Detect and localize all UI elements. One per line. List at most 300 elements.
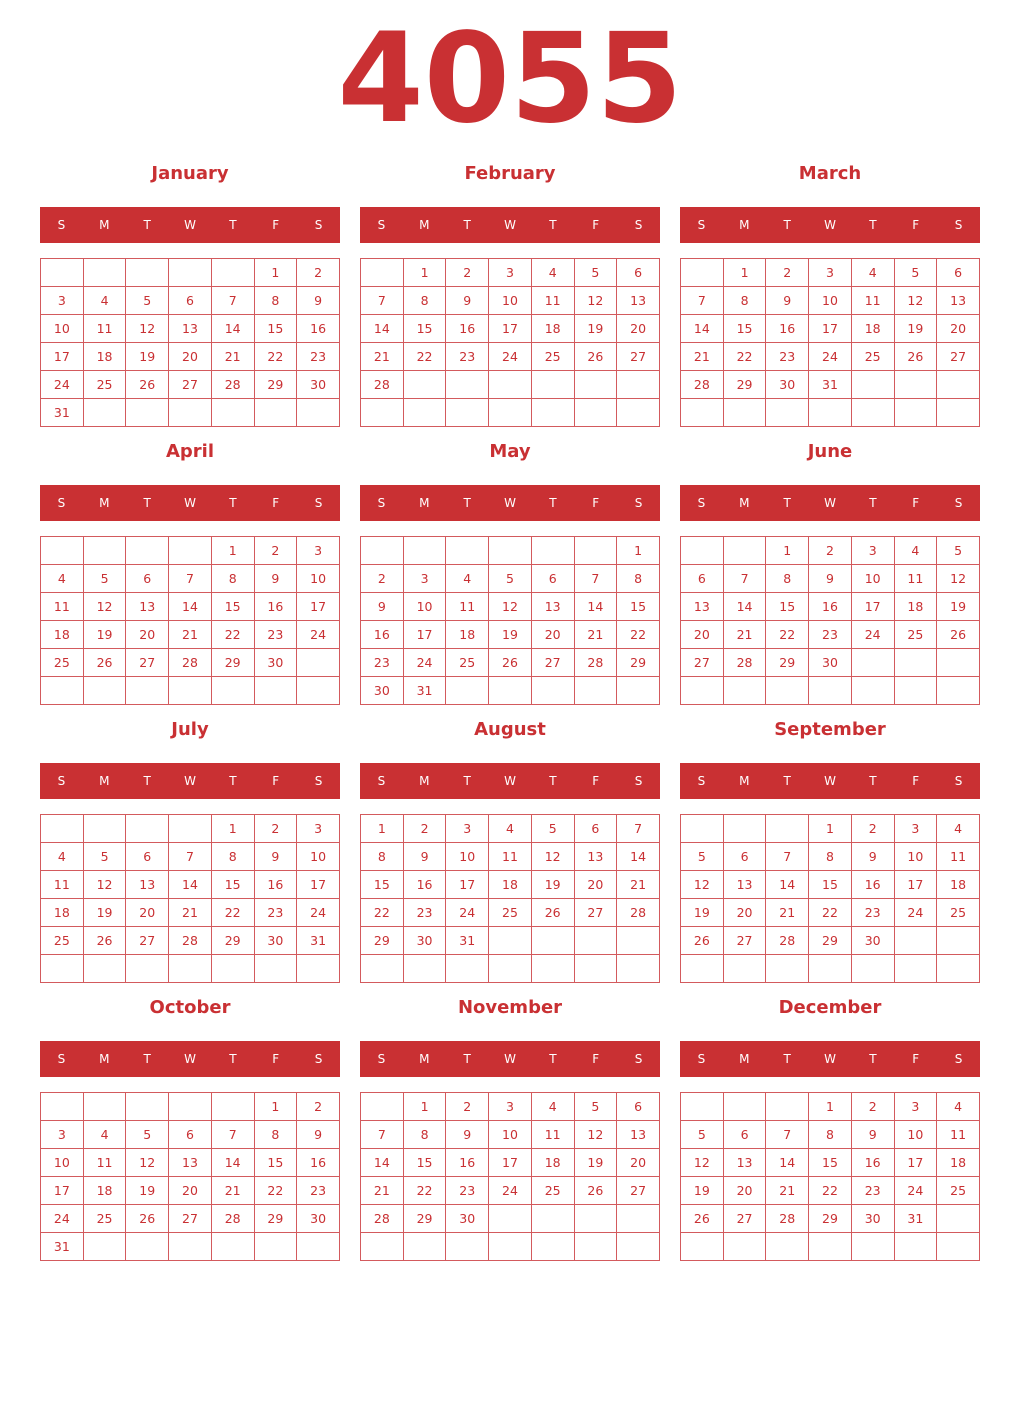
- day-cell: 31: [297, 927, 340, 955]
- day-cell: [169, 955, 212, 983]
- day-cell: 14: [169, 593, 212, 621]
- day-cell: 11: [446, 593, 489, 621]
- day-cell: 12: [681, 871, 724, 899]
- weekday-label: F: [592, 774, 600, 788]
- day-cell: 2: [446, 1093, 489, 1121]
- weekday-label: T: [783, 496, 791, 510]
- day-cell: 4: [894, 537, 937, 565]
- weekday-label: F: [912, 1052, 920, 1066]
- day-cell: [723, 677, 766, 705]
- weekday-label: M: [99, 1052, 110, 1066]
- day-cell: 6: [126, 565, 169, 593]
- day-cell: 20: [169, 343, 212, 371]
- day-cell: 28: [681, 371, 724, 399]
- month-name: June: [807, 441, 853, 462]
- day-cell: 29: [254, 371, 297, 399]
- day-cell: 8: [766, 565, 809, 593]
- day-cell: 19: [681, 899, 724, 927]
- day-cell: 15: [254, 315, 297, 343]
- day-cell: [41, 537, 84, 565]
- day-cell: 20: [574, 871, 617, 899]
- weekday-label: F: [912, 218, 920, 232]
- month-name: December: [778, 997, 882, 1018]
- week-row: [41, 955, 340, 983]
- day-cell: [617, 677, 660, 705]
- day-cell: 27: [937, 343, 980, 371]
- day-cell: 20: [531, 621, 574, 649]
- weekday-label: T: [783, 218, 791, 232]
- day-cell: 25: [41, 927, 84, 955]
- weekday-label: S: [57, 774, 66, 788]
- day-cell: 22: [403, 343, 446, 371]
- weekday-label: S: [634, 496, 643, 510]
- day-cell: 17: [297, 593, 340, 621]
- day-cell: [489, 927, 532, 955]
- day-cell: 10: [809, 287, 852, 315]
- day-cell: [83, 399, 126, 427]
- day-cell: [681, 399, 724, 427]
- week-row: [361, 1121, 660, 1149]
- day-cell: 14: [766, 871, 809, 899]
- week-row: [681, 593, 980, 621]
- week-row: [681, 1205, 980, 1233]
- weekday-label: S: [377, 496, 386, 510]
- day-cell: 5: [83, 565, 126, 593]
- day-cell: 18: [937, 1149, 980, 1177]
- day-cell: 11: [894, 565, 937, 593]
- day-cell: 16: [297, 315, 340, 343]
- day-cell: [446, 399, 489, 427]
- day-cell: 2: [851, 815, 894, 843]
- day-cell: 8: [403, 287, 446, 315]
- weekday-header: [680, 763, 980, 799]
- day-cell: 19: [894, 315, 937, 343]
- day-cell: 19: [574, 1149, 617, 1177]
- day-cell: 24: [809, 343, 852, 371]
- month-name: January: [151, 163, 229, 184]
- day-cell: 20: [681, 621, 724, 649]
- day-cell: 30: [297, 1205, 340, 1233]
- day-cell: [681, 259, 724, 287]
- weekday-label: F: [272, 496, 280, 510]
- day-cell: [489, 371, 532, 399]
- day-cell: 16: [254, 593, 297, 621]
- week-row: [681, 955, 980, 983]
- day-cell: 18: [531, 315, 574, 343]
- day-cell: [723, 1233, 766, 1261]
- day-cell: 26: [489, 649, 532, 677]
- weekday-header: [680, 485, 980, 521]
- day-cell: 9: [446, 1121, 489, 1149]
- day-cell: [894, 649, 937, 677]
- week-row: [41, 815, 340, 843]
- day-cell: 14: [617, 843, 660, 871]
- day-cell: [297, 955, 340, 983]
- month-name: November: [457, 997, 563, 1018]
- week-row: [41, 677, 340, 705]
- day-cell: 9: [254, 565, 297, 593]
- weekday-label: M: [99, 218, 110, 232]
- month-name: August: [474, 719, 546, 740]
- weekday-label: T: [869, 496, 877, 510]
- weekday-label: M: [419, 774, 430, 788]
- day-cell: 30: [297, 371, 340, 399]
- weekday-header: [360, 763, 660, 799]
- day-cell: 23: [851, 1177, 894, 1205]
- day-cell: [169, 537, 212, 565]
- day-cell: 29: [361, 927, 404, 955]
- day-cell: 5: [126, 1121, 169, 1149]
- day-cell: [574, 1233, 617, 1261]
- weekday-header: [680, 207, 980, 243]
- day-cell: 27: [126, 649, 169, 677]
- weekday-label: M: [419, 1052, 430, 1066]
- weekday-label: T: [549, 1052, 557, 1066]
- day-cell: 17: [894, 871, 937, 899]
- day-cell: 10: [894, 843, 937, 871]
- day-cell: 9: [361, 593, 404, 621]
- day-cell: 10: [297, 565, 340, 593]
- day-cell: 13: [617, 1121, 660, 1149]
- day-cell: 7: [766, 1121, 809, 1149]
- day-cell: 30: [254, 649, 297, 677]
- day-cell: 12: [83, 871, 126, 899]
- day-cell: 26: [531, 899, 574, 927]
- weekday-label: M: [739, 774, 750, 788]
- day-cell: 26: [83, 649, 126, 677]
- day-cell: 23: [297, 1177, 340, 1205]
- day-cell: [297, 649, 340, 677]
- day-cell: 8: [723, 287, 766, 315]
- day-cell: 15: [617, 593, 660, 621]
- day-cell: 31: [446, 927, 489, 955]
- day-cell: 24: [403, 649, 446, 677]
- day-cell: [681, 955, 724, 983]
- day-cell: [531, 1233, 574, 1261]
- day-cell: 4: [83, 287, 126, 315]
- day-cell: 3: [809, 259, 852, 287]
- weekday-label: S: [697, 496, 706, 510]
- day-cell: 16: [809, 593, 852, 621]
- day-cell: 26: [937, 621, 980, 649]
- day-cell: [531, 1205, 574, 1233]
- day-cell: 12: [681, 1149, 724, 1177]
- day-cell: 1: [403, 259, 446, 287]
- weekday-label: W: [824, 774, 836, 788]
- day-cell: [41, 259, 84, 287]
- week-row: [681, 371, 980, 399]
- month-name: September: [774, 719, 886, 740]
- weekday-label: T: [229, 218, 237, 232]
- day-cell: 8: [211, 843, 254, 871]
- day-grid: [680, 1092, 980, 1261]
- day-cell: 16: [446, 315, 489, 343]
- day-cell: 14: [211, 1149, 254, 1177]
- week-row: [681, 899, 980, 927]
- day-cell: 13: [169, 1149, 212, 1177]
- week-row: [361, 537, 660, 565]
- day-cell: 2: [254, 537, 297, 565]
- day-cell: 28: [361, 371, 404, 399]
- day-cell: 10: [41, 315, 84, 343]
- day-cell: 28: [723, 649, 766, 677]
- day-cell: 23: [361, 649, 404, 677]
- day-cell: [169, 399, 212, 427]
- day-cell: 5: [681, 1121, 724, 1149]
- day-cell: 23: [446, 1177, 489, 1205]
- day-cell: 4: [937, 815, 980, 843]
- day-cell: 19: [489, 621, 532, 649]
- day-cell: [297, 1233, 340, 1261]
- week-row: [681, 565, 980, 593]
- day-cell: 13: [126, 871, 169, 899]
- day-cell: 14: [766, 1149, 809, 1177]
- day-cell: 14: [169, 871, 212, 899]
- weekday-label: M: [739, 1052, 750, 1066]
- day-cell: 5: [937, 537, 980, 565]
- week-row: [361, 843, 660, 871]
- day-cell: [681, 1093, 724, 1121]
- weekday-label: F: [912, 496, 920, 510]
- day-cell: 5: [894, 259, 937, 287]
- weekday-label: T: [549, 218, 557, 232]
- weekday-label: W: [504, 1052, 516, 1066]
- day-cell: 22: [211, 621, 254, 649]
- day-cell: 1: [617, 537, 660, 565]
- weekday-header: [40, 207, 340, 243]
- week-row: [681, 621, 980, 649]
- day-cell: [446, 537, 489, 565]
- day-cell: 30: [446, 1205, 489, 1233]
- day-cell: [531, 371, 574, 399]
- day-cell: [937, 955, 980, 983]
- weekday-header: [360, 1041, 660, 1077]
- week-row: [41, 399, 340, 427]
- day-cell: 23: [851, 899, 894, 927]
- day-cell: 8: [809, 843, 852, 871]
- day-cell: [126, 1093, 169, 1121]
- day-cell: 30: [809, 649, 852, 677]
- day-cell: 19: [83, 899, 126, 927]
- day-cell: 6: [723, 1121, 766, 1149]
- day-cell: [446, 955, 489, 983]
- day-cell: 15: [766, 593, 809, 621]
- day-cell: 22: [403, 1177, 446, 1205]
- day-cell: 25: [446, 649, 489, 677]
- day-cell: 26: [681, 927, 724, 955]
- day-cell: 12: [574, 1121, 617, 1149]
- day-cell: [254, 1233, 297, 1261]
- day-cell: 3: [446, 815, 489, 843]
- day-cell: [403, 399, 446, 427]
- day-cell: 1: [809, 815, 852, 843]
- day-cell: 29: [211, 927, 254, 955]
- week-row: [681, 537, 980, 565]
- day-cell: 25: [41, 649, 84, 677]
- day-cell: 27: [531, 649, 574, 677]
- day-cell: [169, 677, 212, 705]
- weekday-label: T: [463, 218, 471, 232]
- day-cell: 13: [723, 1149, 766, 1177]
- day-cell: 20: [169, 1177, 212, 1205]
- week-row: [361, 621, 660, 649]
- day-cell: 5: [574, 259, 617, 287]
- week-row: [41, 871, 340, 899]
- week-row: [681, 871, 980, 899]
- day-cell: 15: [403, 1149, 446, 1177]
- day-cell: 5: [489, 565, 532, 593]
- month-name: April: [165, 441, 215, 462]
- week-row: [41, 1093, 340, 1121]
- weekday-label: S: [314, 774, 323, 788]
- day-cell: [809, 677, 852, 705]
- week-row: [681, 343, 980, 371]
- day-cell: 6: [169, 287, 212, 315]
- week-row: [681, 287, 980, 315]
- day-cell: [41, 815, 84, 843]
- day-cell: 15: [211, 593, 254, 621]
- day-cell: 22: [809, 1177, 852, 1205]
- day-cell: [126, 399, 169, 427]
- day-cell: 24: [297, 899, 340, 927]
- day-cell: 3: [41, 1121, 84, 1149]
- day-cell: [211, 1093, 254, 1121]
- day-cell: 24: [894, 1177, 937, 1205]
- day-cell: [531, 927, 574, 955]
- weekday-label: T: [143, 774, 151, 788]
- day-cell: [254, 677, 297, 705]
- day-cell: 15: [809, 1149, 852, 1177]
- day-cell: 11: [531, 1121, 574, 1149]
- weekday-label: F: [592, 1052, 600, 1066]
- day-cell: 3: [403, 565, 446, 593]
- day-cell: 18: [851, 315, 894, 343]
- weekday-label: S: [377, 1052, 386, 1066]
- weekday-label: T: [229, 1052, 237, 1066]
- day-cell: 21: [211, 343, 254, 371]
- day-cell: 4: [531, 259, 574, 287]
- month-name: May: [489, 441, 531, 462]
- weekday-label: M: [739, 496, 750, 510]
- day-cell: 4: [446, 565, 489, 593]
- day-cell: 27: [169, 1205, 212, 1233]
- week-row: [41, 315, 340, 343]
- day-cell: 21: [766, 1177, 809, 1205]
- week-row: [41, 593, 340, 621]
- day-cell: [937, 371, 980, 399]
- weekday-label: S: [57, 1052, 66, 1066]
- day-cell: [403, 955, 446, 983]
- week-row: [361, 871, 660, 899]
- weekday-header: [40, 763, 340, 799]
- day-cell: 14: [361, 315, 404, 343]
- day-cell: [681, 815, 724, 843]
- day-cell: 10: [894, 1121, 937, 1149]
- week-row: [41, 927, 340, 955]
- day-cell: [937, 399, 980, 427]
- week-row: [361, 1093, 660, 1121]
- day-cell: 30: [851, 927, 894, 955]
- day-grid: [360, 536, 660, 705]
- day-cell: [766, 677, 809, 705]
- week-row: [681, 815, 980, 843]
- week-row: [361, 371, 660, 399]
- month-name: March: [798, 163, 862, 184]
- day-cell: [809, 955, 852, 983]
- day-cell: 6: [126, 843, 169, 871]
- week-row: [41, 1233, 340, 1261]
- week-row: [681, 1233, 980, 1261]
- day-cell: 25: [83, 371, 126, 399]
- weekday-label: T: [869, 218, 877, 232]
- day-cell: 29: [403, 1205, 446, 1233]
- week-row: [361, 899, 660, 927]
- day-cell: 8: [403, 1121, 446, 1149]
- weekday-label: S: [634, 218, 643, 232]
- day-cell: 20: [126, 899, 169, 927]
- week-row: [681, 927, 980, 955]
- day-cell: [531, 955, 574, 983]
- weekday-label: W: [184, 218, 196, 232]
- day-cell: 12: [126, 315, 169, 343]
- day-cell: [937, 1205, 980, 1233]
- day-cell: 6: [617, 1093, 660, 1121]
- day-cell: 14: [574, 593, 617, 621]
- day-cell: 7: [169, 843, 212, 871]
- weekday-label: T: [143, 1052, 151, 1066]
- week-row: [681, 259, 980, 287]
- day-cell: 10: [446, 843, 489, 871]
- day-cell: [851, 955, 894, 983]
- day-cell: [489, 1205, 532, 1233]
- day-cell: [574, 1205, 617, 1233]
- weekday-label: W: [184, 1052, 196, 1066]
- weekday-label: W: [504, 774, 516, 788]
- day-cell: 21: [169, 621, 212, 649]
- day-cell: 27: [617, 343, 660, 371]
- year-title: 4055: [337, 7, 683, 151]
- day-cell: [361, 1233, 404, 1261]
- weekday-label: T: [463, 774, 471, 788]
- weekday-label: T: [869, 1052, 877, 1066]
- day-cell: [489, 399, 532, 427]
- day-cell: 3: [41, 287, 84, 315]
- day-cell: 1: [766, 537, 809, 565]
- weekday-label: S: [314, 496, 323, 510]
- day-cell: 24: [297, 621, 340, 649]
- weekday-label: S: [954, 218, 963, 232]
- day-cell: 10: [489, 287, 532, 315]
- day-cell: 22: [361, 899, 404, 927]
- day-cell: 23: [766, 343, 809, 371]
- day-cell: 1: [809, 1093, 852, 1121]
- week-row: [361, 1149, 660, 1177]
- day-cell: 15: [723, 315, 766, 343]
- day-cell: 4: [851, 259, 894, 287]
- day-cell: 19: [531, 871, 574, 899]
- day-cell: [894, 399, 937, 427]
- day-cell: [489, 537, 532, 565]
- day-cell: 9: [766, 287, 809, 315]
- day-cell: 22: [809, 899, 852, 927]
- day-cell: 24: [446, 899, 489, 927]
- weekday-label: M: [419, 496, 430, 510]
- day-cell: [211, 259, 254, 287]
- day-cell: 14: [361, 1149, 404, 1177]
- weekday-label: S: [697, 218, 706, 232]
- day-cell: 8: [254, 287, 297, 315]
- weekday-label: W: [504, 218, 516, 232]
